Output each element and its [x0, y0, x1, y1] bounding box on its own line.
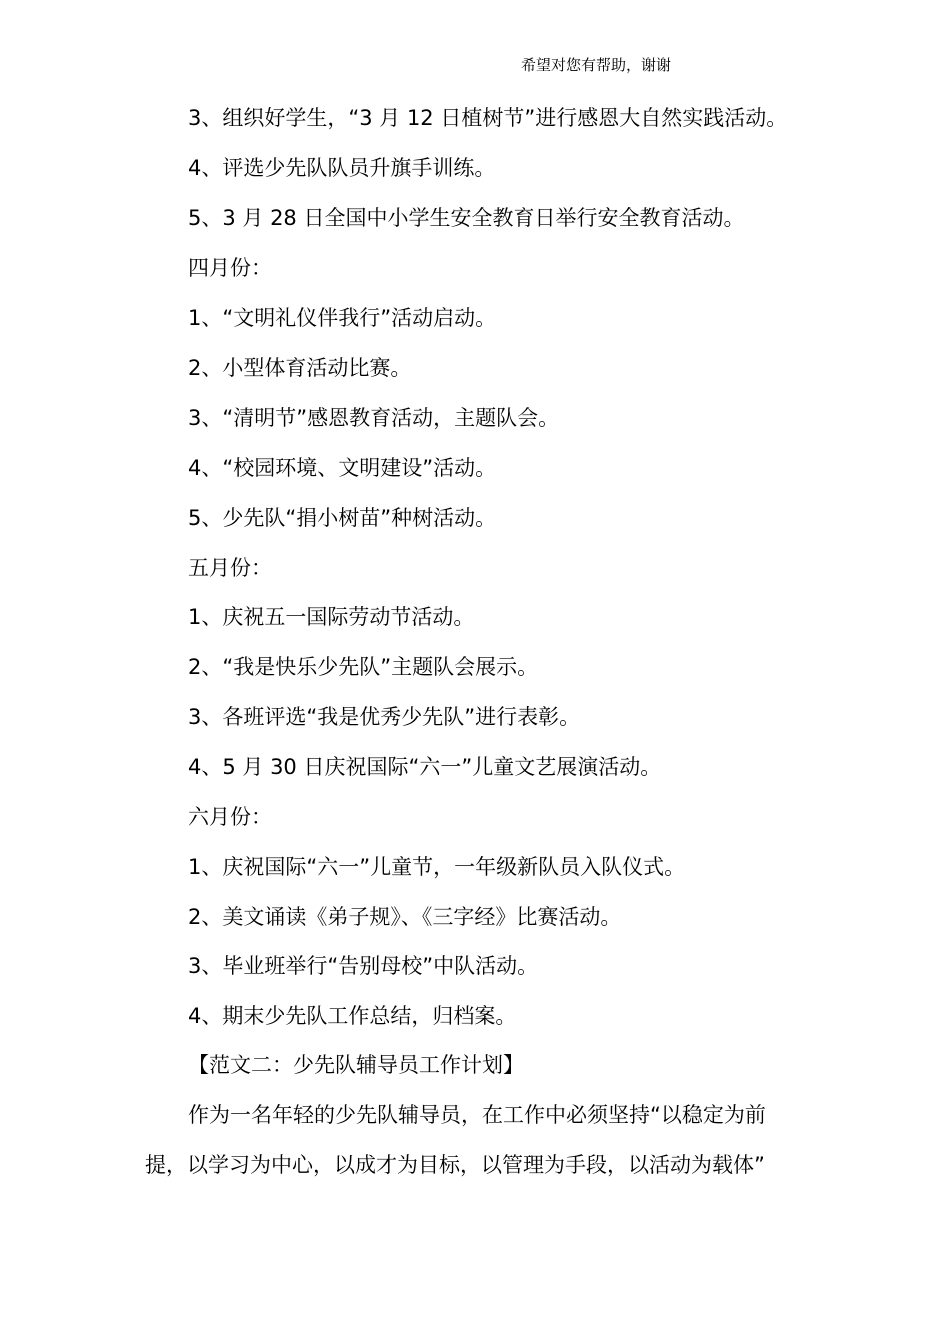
text-line: 3、各班评选“我是优秀少先队”进行表彰。 [188, 705, 581, 729]
text-line: 5、少先队“捐小树苗”种树活动。 [188, 506, 497, 530]
text-line: 1、庆祝五一国际劳动节活动。 [188, 605, 475, 629]
header-note: 希望对您有帮助，谢谢 [521, 56, 672, 74]
text-line: 3、毕业班举行“告别母校”中队活动。 [188, 954, 539, 978]
text-line: 3、组织好学生，“3 月 12 日植树节”进行感恩大自然实践活动。 [188, 106, 788, 130]
section-heading: 六月份： [188, 805, 272, 829]
text-line: 2、美文诵读《弟子规》、《三字经》比赛活动。 [188, 905, 622, 929]
text-line: 3、“清明节”感恩教育活动，主题队会。 [188, 406, 560, 430]
sample-title: 【范文二：少先队辅导员工作计划】 [188, 1053, 524, 1077]
text-line: 2、“我是快乐少先队”主题队会展示。 [188, 655, 539, 679]
paragraph-line: 作为一名年轻的少先队辅导员，在工作中必须坚持“以稳定为前 [188, 1103, 766, 1127]
text-line: 4、“校园环境、文明建设”活动。 [188, 456, 497, 480]
text-line: 4、5 月 30 日庆祝国际“六一”儿童文艺展演活动。 [188, 755, 662, 779]
text-line: 4、期末少先队工作总结，归档案。 [188, 1004, 517, 1028]
text-line: 2、小型体育活动比赛。 [188, 356, 412, 380]
paragraph-line: 提，以学习为中心，以成才为目标，以管理为手段，以活动为载体” [145, 1153, 765, 1177]
text-line: 1、“文明礼仪伴我行”活动启动。 [188, 306, 497, 330]
text-line: 5、3 月 28 日全国中小学生安全教育日举行安全教育活动。 [188, 206, 745, 230]
text-line: 1、庆祝国际“六一”儿童节，一年级新队员入队仪式。 [188, 855, 686, 879]
section-heading: 五月份： [188, 556, 272, 580]
section-heading: 四月份： [188, 256, 272, 280]
text-line: 4、评选少先队队员升旗手训练。 [188, 156, 496, 180]
